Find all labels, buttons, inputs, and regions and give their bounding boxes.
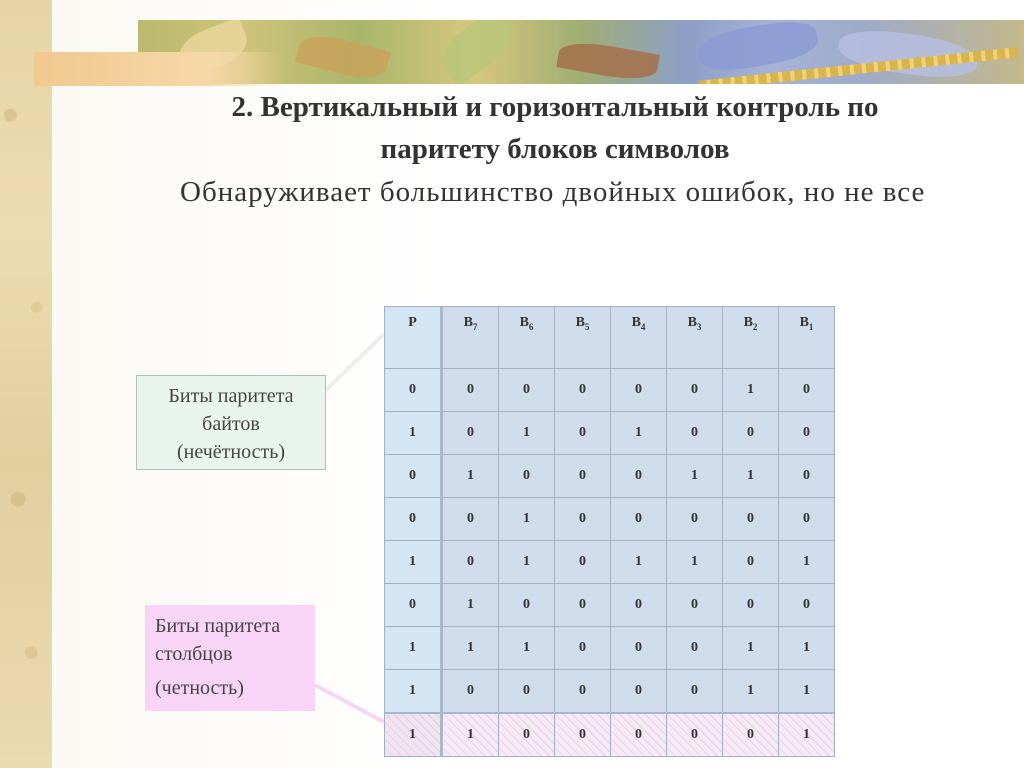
header-main: P (408, 315, 417, 330)
header-main: B (687, 315, 697, 330)
header-main: B (799, 315, 809, 330)
data-bit-cell: 0 (442, 412, 499, 455)
callout-bytes-line-2: байтов (202, 413, 260, 435)
header-main: B (519, 315, 529, 330)
header-subscript: 2 (752, 321, 758, 332)
data-bit-cell: 1 (499, 412, 555, 455)
data-bit-cell: 1 (442, 584, 499, 627)
data-bit-cell: 0 (667, 498, 723, 541)
data-bit-cell: 0 (611, 713, 667, 757)
connector-bytes (326, 334, 384, 390)
parity-bit-cell: 1 (385, 627, 442, 670)
table-header-cell (555, 307, 611, 369)
data-bit-cell: 0 (442, 541, 499, 584)
table-row (385, 455, 835, 498)
data-bit-cell: 0 (555, 584, 611, 627)
table-header-cell (779, 307, 835, 369)
data-bit-cell: 1 (779, 627, 835, 670)
header-subscript: 7 (472, 321, 478, 332)
table-header-cell (385, 307, 442, 369)
callout-bytes-line-1: Биты паритета (168, 385, 294, 407)
data-bit-cell: 0 (611, 584, 667, 627)
parity-bit-cell: 1 (385, 713, 442, 757)
parity-bit-cell: 0 (385, 584, 442, 627)
table-header-cell (611, 307, 667, 369)
data-bit-cell: 1 (499, 541, 555, 584)
data-bit-cell: 0 (555, 498, 611, 541)
data-bit-cell: 0 (667, 713, 723, 757)
data-bit-cell: 1 (611, 412, 667, 455)
data-bit-cell: 0 (611, 455, 667, 498)
data-bit-cell: 0 (667, 369, 723, 412)
header-main: B (631, 315, 641, 330)
data-bit-cell: 0 (499, 713, 555, 757)
data-bit-cell: 0 (555, 713, 611, 757)
table-row (385, 584, 835, 627)
data-bit-cell: 0 (723, 713, 779, 757)
parity-bit-cell: 1 (385, 541, 442, 584)
data-bit-cell: 1 (611, 541, 667, 584)
data-bit-cell: 0 (723, 412, 779, 455)
table-row (385, 369, 835, 412)
table-row (385, 541, 835, 584)
header-subscript: 6 (528, 321, 534, 332)
data-bit-cell: 0 (555, 541, 611, 584)
data-bit-cell: 0 (667, 584, 723, 627)
data-bit-cell: 0 (555, 670, 611, 714)
data-bit-cell: 0 (611, 498, 667, 541)
data-bit-cell: 0 (667, 412, 723, 455)
data-bit-cell: 1 (723, 627, 779, 670)
data-bit-cell: 0 (667, 670, 723, 714)
table-header-cell (442, 307, 499, 369)
callout-bytes-line-3: (нечётность) (176, 441, 286, 463)
data-bit-cell: 1 (723, 670, 779, 714)
table-header-cell (667, 307, 723, 369)
callout-columns-line-2: столбцов (155, 643, 233, 665)
data-bit-cell: 0 (611, 369, 667, 412)
data-bit-cell: 1 (499, 627, 555, 670)
table-row (385, 498, 835, 541)
data-bit-cell: 0 (611, 670, 667, 714)
data-bit-cell: 0 (442, 670, 499, 714)
data-bit-cell: 1 (723, 369, 779, 412)
header-subscript: 4 (640, 321, 646, 332)
data-bit-cell: 0 (779, 455, 835, 498)
data-bit-cell: 0 (555, 412, 611, 455)
data-bit-cell: 1 (779, 670, 835, 714)
header-main: B (575, 315, 585, 330)
column-parity-callout (145, 605, 315, 711)
data-bit-cell: 0 (611, 627, 667, 670)
data-bit-cell: 0 (499, 369, 555, 412)
data-bit-cell: 0 (723, 584, 779, 627)
parity-bit-cell: 0 (385, 498, 442, 541)
data-bit-cell: 1 (723, 455, 779, 498)
data-bit-cell: 1 (667, 455, 723, 498)
connector-columns (315, 685, 384, 722)
data-bit-cell: 0 (499, 670, 555, 714)
data-bit-cell: 0 (723, 498, 779, 541)
header-main: B (463, 315, 473, 330)
data-bit-cell: 0 (779, 412, 835, 455)
table-row (385, 670, 835, 714)
data-bit-cell: 1 (779, 541, 835, 584)
data-bit-cell: 0 (555, 627, 611, 670)
table-header-cell (499, 307, 555, 369)
callout-columns-line-3: (четность) (155, 677, 244, 699)
data-bit-cell: 0 (555, 455, 611, 498)
parity-bit-cell: 0 (385, 369, 442, 412)
data-bit-cell: 0 (442, 498, 499, 541)
data-bit-cell: 1 (779, 713, 835, 757)
table-row (385, 412, 835, 455)
data-bit-cell: 1 (499, 498, 555, 541)
data-bit-cell: 0 (779, 584, 835, 627)
header-main: B (743, 315, 753, 330)
data-bit-cell: 1 (667, 541, 723, 584)
data-bit-cell: 0 (779, 369, 835, 412)
byte-parity-callout (136, 375, 326, 470)
data-bit-cell: 0 (555, 369, 611, 412)
data-bit-cell: 0 (723, 541, 779, 584)
slide-subtitle: Обнаруживает большинство двойных ошибок, но не все (180, 176, 926, 208)
data-bit-cell: 0 (499, 455, 555, 498)
header-subscript: 3 (696, 321, 702, 332)
header-subscript: 1 (808, 321, 814, 332)
data-bit-cell: 0 (779, 498, 835, 541)
data-bit-cell: 0 (499, 584, 555, 627)
table-row (385, 627, 835, 670)
data-bit-cell: 1 (442, 455, 499, 498)
parity-table (384, 306, 835, 757)
parity-bit-cell: 1 (385, 412, 442, 455)
data-bit-cell: 0 (442, 369, 499, 412)
data-bit-cell: 1 (442, 627, 499, 670)
table-header-row (385, 307, 835, 369)
slide-title: 2. Вертикальный и горизонтальный контроль по паритету блоков символов (231, 91, 879, 165)
header-subscript: 5 (584, 321, 590, 332)
column-parity-row (385, 713, 835, 757)
parity-bit-cell: 0 (385, 455, 442, 498)
parity-bit-cell: 1 (385, 670, 442, 714)
data-bit-cell: 1 (442, 713, 499, 757)
data-bit-cell: 0 (667, 627, 723, 670)
table-header-cell (723, 307, 779, 369)
callout-columns-line-1: Биты паритета (155, 615, 281, 637)
